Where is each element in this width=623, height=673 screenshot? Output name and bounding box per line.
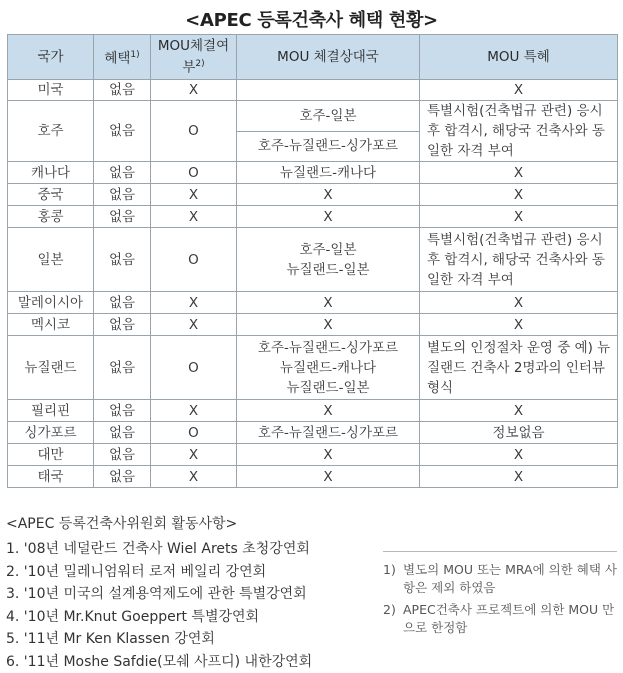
table-header-row (8, 35, 618, 80)
cell-country: 태국 (8, 466, 94, 488)
cell-partners (237, 400, 420, 422)
footnote-item (383, 561, 617, 597)
page-title: <APEC 등록건축사 혜택 현황> (0, 6, 623, 32)
cell-benefit: 없음 (94, 422, 151, 444)
cell-country: 필리핀 (8, 400, 94, 422)
cell-country: 캐나다 (8, 162, 94, 184)
cell-mou: X (151, 444, 237, 466)
cell-country: 싱가포르 (8, 422, 94, 444)
table-row (8, 101, 618, 132)
cell-privilege: X (420, 400, 618, 422)
cell-benefit: 없음 (94, 101, 151, 162)
cell-mou: O (151, 162, 237, 184)
cell-country: 일본 (8, 228, 94, 292)
header-mou-footnote: 2) (195, 59, 204, 69)
cell-mou: O (151, 101, 237, 162)
cell-benefit: 없음 (94, 206, 151, 228)
table-row (8, 336, 618, 400)
cell-partners (237, 314, 420, 336)
partner-line: 호주-뉴질랜드-싱가포르 (240, 338, 416, 358)
activity-item: 6. '11년 Moshe Safdie(모쉐 사프디) 내한강연회 (6, 651, 312, 673)
cell-privilege: X (420, 80, 618, 101)
footnote-number: 1) (383, 561, 403, 597)
activity-item: 3. '10년 미국의 설계용역제도에 관한 특별강연회 (6, 583, 312, 606)
cell-benefit: 없음 (94, 444, 151, 466)
partner-line: X (240, 445, 416, 465)
activity-item: 4. '10년 Mr.Knut Goeppert 특별강연회 (6, 606, 312, 629)
cell-partners (237, 444, 420, 466)
cell-partners (237, 206, 420, 228)
table-row (8, 292, 618, 314)
cell-country: 미국 (8, 80, 94, 101)
cell-benefit: 없음 (94, 292, 151, 314)
partner-line: X (240, 315, 416, 335)
activity-item: 5. '11년 Mr Ken Klassen 강연회 (6, 628, 312, 651)
cell-privilege: X (420, 206, 618, 228)
cell-mou: X (151, 292, 237, 314)
cell-mou: X (151, 80, 237, 101)
activity-item: 1. '08년 네덜란드 건축사 Wiel Arets 초청강연회 (6, 538, 312, 561)
cell-benefit: 없음 (94, 80, 151, 101)
cell-privilege: X (420, 314, 618, 336)
cell-mou: O (151, 336, 237, 400)
table-row (8, 466, 618, 488)
cell-partner: 호주-뉴질랜드-싱가포르 (237, 131, 420, 162)
cell-mou: X (151, 314, 237, 336)
table-row (8, 184, 618, 206)
partner-line: 뉴질랜드-일본 (240, 260, 416, 280)
footnote-text: 별도의 MOU 또는 MRA에 의한 혜택 사항은 제외 하였음 (403, 561, 617, 597)
table-row (8, 206, 618, 228)
footnote-text: APEC건축사 프로젝트에 의한 MOU 만으로 한정함 (403, 601, 617, 637)
cell-privilege: X (420, 466, 618, 488)
partner-line: X (240, 401, 416, 421)
cell-mou: X (151, 400, 237, 422)
table-row (8, 162, 618, 184)
cell-privilege: X (420, 162, 618, 184)
cell-privilege: 특별시험(건축법규 관련) 응시 후 합격시, 해당국 건축사와 동일한 자격 부여 (420, 101, 618, 162)
cell-mou: O (151, 422, 237, 444)
cell-privilege: X (420, 184, 618, 206)
header-mou-line2: 체결여부 (182, 38, 229, 76)
cell-country: 대만 (8, 444, 94, 466)
cell-privilege: 별도의 인정절차 운영 중 예) 뉴질랜드 건축사 2명과의 인터뷰 형식 (420, 336, 618, 400)
header-mou (151, 35, 237, 80)
header-country: 국가 (8, 35, 94, 80)
cell-partners (237, 80, 420, 101)
cell-partners (237, 292, 420, 314)
table-row (8, 314, 618, 336)
table-row (8, 444, 618, 466)
cell-privilege: 특별시험(건축법규 관련) 응시 후 합격시, 해당국 건축사와 동일한 자격 부여 (420, 228, 618, 292)
activity-item: 2. '10년 밀레니엄워터 로저 베일리 강연회 (6, 561, 312, 584)
cell-country: 홍콩 (8, 206, 94, 228)
activities-heading: <APEC 등록건축사위원회 활동사항> (6, 513, 312, 533)
table-row (8, 422, 618, 444)
table-row (8, 400, 618, 422)
cell-privilege: X (420, 444, 618, 466)
cell-benefit: 없음 (94, 466, 151, 488)
table-row (8, 80, 618, 101)
cell-mou: X (151, 206, 237, 228)
apec-benefits-table (7, 34, 618, 488)
cell-partners (237, 228, 420, 292)
cell-benefit: 없음 (94, 162, 151, 184)
cell-partners (237, 162, 420, 184)
partner-line: X (240, 185, 416, 205)
partner-line: X (240, 207, 416, 227)
header-benefit-label: 혜택 (104, 51, 130, 67)
cell-mou: O (151, 228, 237, 292)
table-row (8, 228, 618, 292)
cell-country: 호주 (8, 101, 94, 162)
cell-country: 말레이시아 (8, 292, 94, 314)
cell-partners (237, 336, 420, 400)
cell-country: 뉴질랜드 (8, 336, 94, 400)
partner-line: 뉴질랜드-캐나다 (240, 163, 416, 183)
cell-country: 멕시코 (8, 314, 94, 336)
header-benefit (94, 35, 151, 80)
cell-benefit: 없음 (94, 184, 151, 206)
cell-privilege: 정보없음 (420, 422, 618, 444)
activities-section (6, 513, 312, 673)
cell-privilege: X (420, 292, 618, 314)
partner-line: X (240, 293, 416, 313)
footnote-number: 2) (383, 601, 403, 637)
cell-benefit: 없음 (94, 400, 151, 422)
footnote-item (383, 601, 617, 637)
partner-line: 호주-뉴질랜드-싱가포르 (240, 423, 416, 443)
header-privilege: MOU 특혜 (420, 35, 618, 80)
activities-list (6, 538, 312, 673)
partner-line: 뉴질랜드-일본 (240, 378, 416, 398)
header-mou-line1: MOU (158, 38, 190, 54)
cell-mou: X (151, 466, 237, 488)
cell-benefit: 없음 (94, 336, 151, 400)
cell-benefit: 없음 (94, 228, 151, 292)
cell-benefit: 없음 (94, 314, 151, 336)
partner-line: 호주-일본 (240, 240, 416, 260)
partner-line: 뉴질랜드-캐나다 (240, 358, 416, 378)
partner-line: X (240, 467, 416, 487)
cell-partners (237, 422, 420, 444)
cell-partners (237, 184, 420, 206)
cell-partners (237, 466, 420, 488)
header-partners: MOU 체결상대국 (237, 35, 420, 80)
footnotes (383, 551, 617, 641)
cell-mou: X (151, 184, 237, 206)
cell-country: 중국 (8, 184, 94, 206)
header-benefit-footnote: 1) (130, 50, 139, 60)
cell-partner: 호주-일본 (237, 101, 420, 132)
